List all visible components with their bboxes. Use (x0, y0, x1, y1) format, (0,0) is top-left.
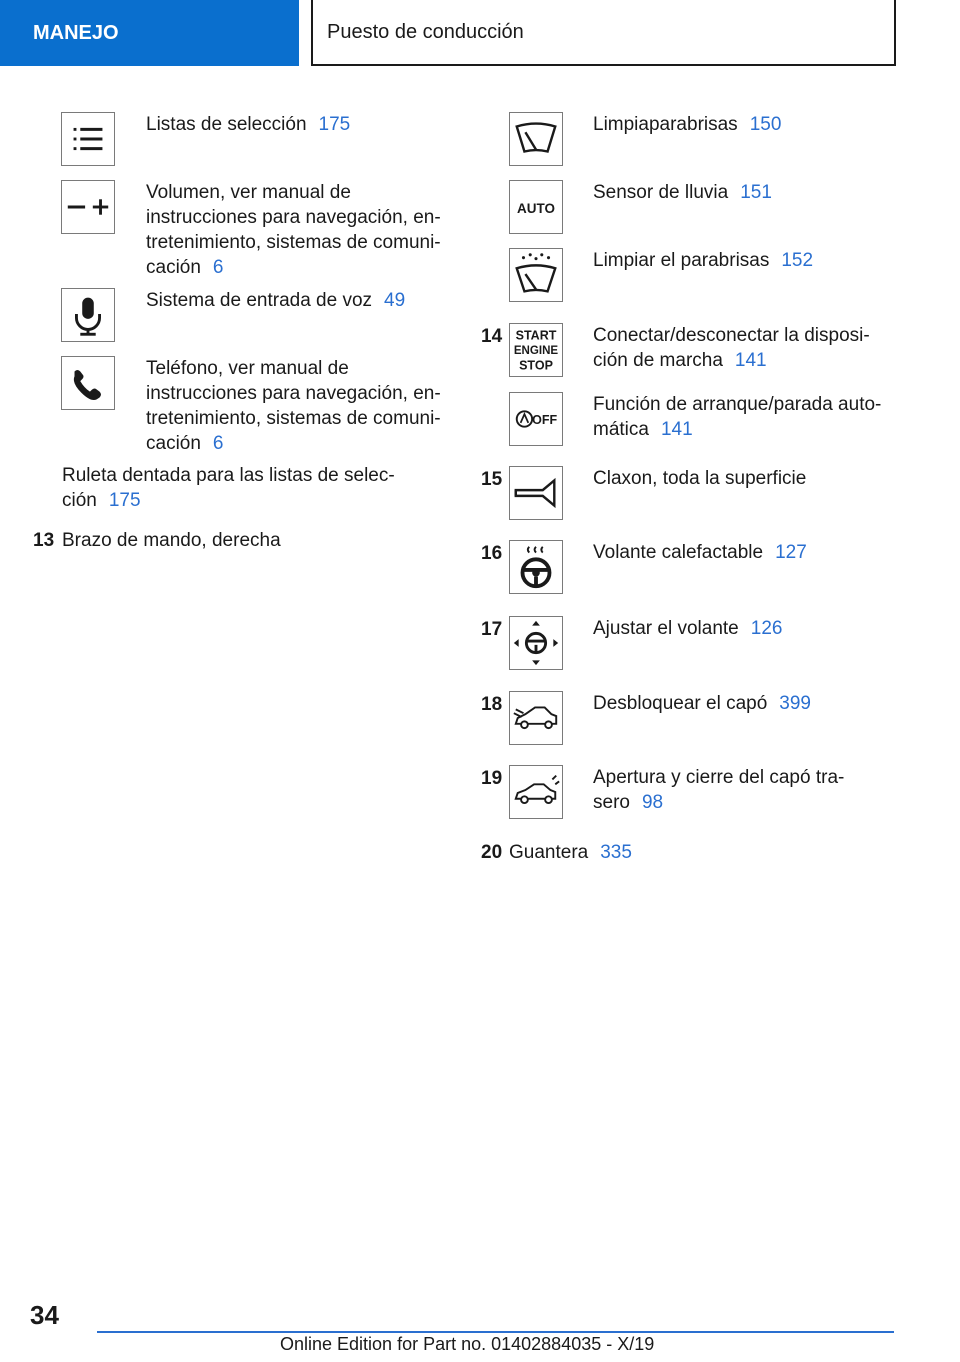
phone-icon (61, 356, 115, 410)
page-ref-link[interactable]: 150 (749, 114, 782, 135)
item-number: 16 (481, 543, 503, 564)
start-stop-icon (509, 323, 563, 377)
entry-line: tretenimiento, sistemas de comuni- (146, 408, 441, 429)
hood-entry (593, 691, 811, 716)
entry-line: Teléfono, ver manual de (146, 358, 349, 379)
microphone-icon (61, 288, 115, 342)
page-ref-link[interactable]: 49 (384, 290, 406, 311)
item-number: 14 (481, 326, 503, 347)
entry-label: Listas de selección (146, 114, 307, 135)
page-ref-link[interactable]: 335 (600, 842, 632, 863)
page-ref-link[interactable]: 6 (212, 433, 224, 454)
entry-label: Guantera (509, 842, 589, 863)
item-number: 19 (481, 768, 503, 789)
auto-label: AUTO (517, 200, 555, 216)
hood-release-icon (509, 691, 563, 745)
ruleta-entry (62, 463, 395, 513)
entry-line: instrucciones para navegación, en- (146, 383, 441, 404)
washer-entry (593, 248, 813, 273)
page-ref-link[interactable]: 141 (734, 350, 767, 371)
start-stop-entry (593, 323, 870, 373)
entry-label: Ajustar el volante (593, 618, 739, 639)
chapter-title: Puesto de conducción (311, 0, 896, 66)
footer-divider (97, 1331, 894, 1333)
entry-line: Apertura y cierre del capó tra- (593, 767, 845, 788)
washer-icon (509, 248, 563, 302)
page-ref-link[interactable]: 127 (775, 542, 807, 563)
auto-icon (509, 180, 563, 234)
page-ref-link[interactable]: 152 (781, 250, 814, 271)
entry-line: Volumen, ver manual de (146, 182, 351, 203)
heated-wheel-entry (593, 540, 807, 565)
entry-line: tretenimiento, sistemas de comuni- (146, 232, 441, 253)
page-ref-link[interactable]: 98 (641, 792, 664, 813)
entry-line: Función de arranque/parada auto- (593, 394, 882, 415)
page-ref-link[interactable]: 175 (318, 114, 351, 135)
start-label: START (515, 328, 557, 343)
entry-line: cación (146, 433, 201, 454)
entry-label: Limpiaparabrisas (593, 114, 738, 135)
page-ref-link[interactable]: 151 (740, 182, 772, 203)
page-ref-link[interactable]: 126 (750, 618, 783, 639)
footer-edition: Online Edition for Part no. 01402884035 - X/19 (280, 1334, 655, 1354)
entry-line: mática (593, 419, 649, 440)
volume-entry (146, 180, 441, 280)
horn-icon (509, 466, 563, 520)
item-number: 15 (481, 469, 503, 490)
entry-line: sero (593, 792, 630, 813)
auto-start-stop-off-icon (509, 392, 563, 446)
page-header (0, 0, 960, 68)
voice-entry (146, 288, 405, 313)
stop-label: STOP (519, 358, 553, 373)
page-ref-link[interactable]: 399 (779, 693, 811, 714)
item-number: 13 (33, 530, 55, 551)
entry-line: ción de marcha (593, 350, 723, 371)
rain-sensor-entry (593, 180, 772, 205)
wiper-icon (509, 112, 563, 166)
page-number: 34 (30, 1300, 59, 1330)
entry-line: cación (146, 257, 201, 278)
section-tab[interactable]: MANEJO (0, 0, 299, 66)
page-ref-link[interactable]: 6 (212, 257, 224, 278)
entry-label: Volante calefactable (593, 542, 764, 563)
auto-start-stop-entry (593, 392, 881, 442)
item-15-label: Claxon, toda la superficie (593, 468, 807, 489)
item-number: 17 (481, 619, 503, 640)
entry-label: Limpiar el parabrisas (593, 250, 770, 271)
entry-line: instrucciones para navegación, en- (146, 207, 441, 228)
item-13-label: Brazo de mando, derecha (62, 530, 281, 551)
wiper-entry (593, 112, 781, 137)
glovebox-entry (509, 840, 632, 865)
phone-entry (146, 356, 441, 456)
adjust-steering-wheel-icon (509, 616, 563, 670)
item-number: 18 (481, 694, 503, 715)
off-label: OFF (532, 412, 558, 427)
entry-line: Conectar/desconectar la disposi- (593, 325, 870, 346)
heated-steering-wheel-icon (509, 540, 563, 594)
engine-label: ENGINE (513, 344, 559, 357)
entry-line: ción (62, 490, 97, 511)
entry-label: Desbloquear el capó (593, 693, 768, 714)
page-ref-link[interactable]: 175 (108, 490, 141, 511)
trunk-entry (593, 765, 844, 815)
trunk-lid-icon (509, 765, 563, 819)
entry-label: Sensor de lluvia (593, 182, 729, 203)
list-entry (146, 112, 350, 137)
item-number: 20 (481, 842, 503, 863)
adjust-wheel-entry (593, 616, 782, 641)
entry-label: Sistema de entrada de voz (146, 290, 373, 311)
entry-line: Ruleta dentada para las listas de selec- (62, 465, 395, 486)
list-icon (61, 112, 115, 166)
volume-minus-plus-icon (61, 180, 115, 234)
page-ref-link[interactable]: 141 (660, 419, 693, 440)
